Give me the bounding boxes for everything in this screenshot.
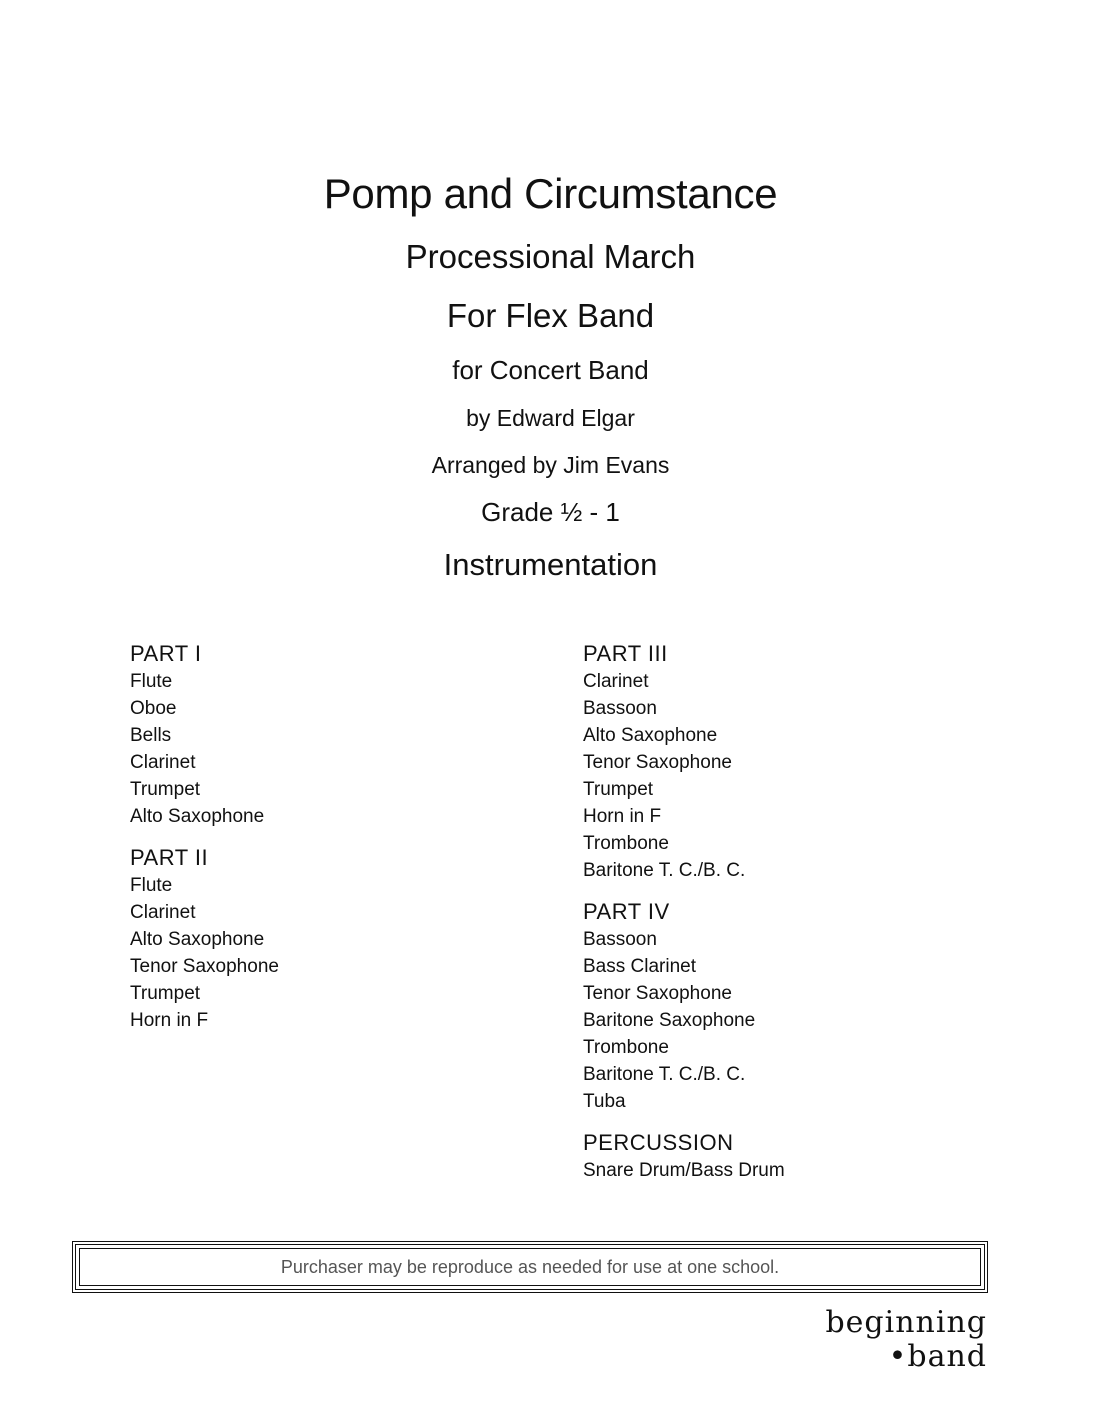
instrument-item: Clarinet: [130, 752, 196, 773]
instrument-item: Horn in F: [130, 1010, 209, 1031]
instrument-item: Clarinet: [583, 671, 649, 692]
instrument-item: Trombone: [583, 1037, 669, 1058]
subtitle: Processional March: [405, 238, 696, 275]
publisher-logo: [727, 1306, 987, 1374]
part-title: PART II: [130, 845, 209, 870]
composer-credit: by Edward Elgar: [466, 405, 635, 431]
instrument-item: Bass Clarinet: [583, 956, 696, 977]
part-title: PERCUSSION: [583, 1130, 734, 1155]
instrument-item: Horn in F: [583, 806, 662, 827]
instrument-item: Trumpet: [130, 983, 201, 1004]
instrument-item: Flute: [130, 875, 173, 896]
instrument-item: Clarinet: [130, 902, 196, 923]
instrument-item: Alto Saxophone: [130, 929, 265, 950]
copyright-notice-box: [72, 1241, 988, 1293]
instrument-item: Bells: [130, 725, 172, 746]
instrument-item: Bassoon: [583, 929, 657, 950]
instrumentation-heading: Instrumentation: [443, 547, 658, 582]
part-title: PART IV: [583, 899, 670, 924]
part-section: [583, 640, 1003, 884]
logo-dot: •: [888, 1339, 908, 1374]
part-title: PART I: [130, 641, 202, 666]
instrumentation-column-right: [583, 640, 1003, 1198]
instrument-item: Tuba: [583, 1091, 626, 1112]
instrument-item: Alto Saxophone: [583, 725, 718, 746]
logo-word: band: [907, 1339, 987, 1374]
instrument-item: Oboe: [130, 698, 177, 719]
instrument-item: Flute: [130, 671, 173, 692]
instrumentation-column-left: [130, 640, 550, 1048]
instrument-list: [130, 872, 550, 1034]
grade-level: Grade ½ - 1: [481, 497, 620, 527]
instrument-item: Alto Saxophone: [130, 806, 265, 827]
instrument-item: Snare Drum/Bass Drum: [583, 1160, 785, 1181]
copyright-notice: Purchaser may be reproduce as needed for use at one school.: [79, 1248, 981, 1286]
arranger-credit: Arranged by Jim Evans: [431, 452, 670, 478]
part-section: [130, 844, 550, 1034]
part-section: [130, 640, 550, 830]
instrument-item: Trumpet: [130, 779, 201, 800]
instrument-item: Trumpet: [583, 779, 654, 800]
part-section: [583, 898, 1003, 1115]
part-section: [583, 1129, 1003, 1184]
ensemble-label: for Concert Band: [452, 355, 649, 385]
instrument-item: Tenor Saxophone: [583, 983, 732, 1004]
instrument-item: Baritone T. C./B. C.: [583, 860, 746, 881]
instrument-list: [130, 668, 550, 830]
part-title: PART III: [583, 641, 668, 666]
instrument-item: Tenor Saxophone: [130, 956, 279, 977]
instrument-list: [583, 926, 1003, 1115]
instrument-item: Trombone: [583, 833, 669, 854]
instrument-item: Tenor Saxophone: [583, 752, 732, 773]
logo-line-1: beginning: [825, 1305, 987, 1340]
instrument-list: [583, 668, 1003, 884]
instrument-item: Bassoon: [583, 698, 657, 719]
instrument-list: [583, 1157, 1003, 1184]
instrument-item: Baritone Saxophone: [583, 1010, 756, 1031]
edition-title: For Flex Band: [446, 297, 655, 334]
page-title: Pomp and Circumstance: [323, 170, 778, 217]
logo-line-2: [727, 1340, 987, 1374]
instrument-item: Baritone T. C./B. C.: [583, 1064, 746, 1085]
